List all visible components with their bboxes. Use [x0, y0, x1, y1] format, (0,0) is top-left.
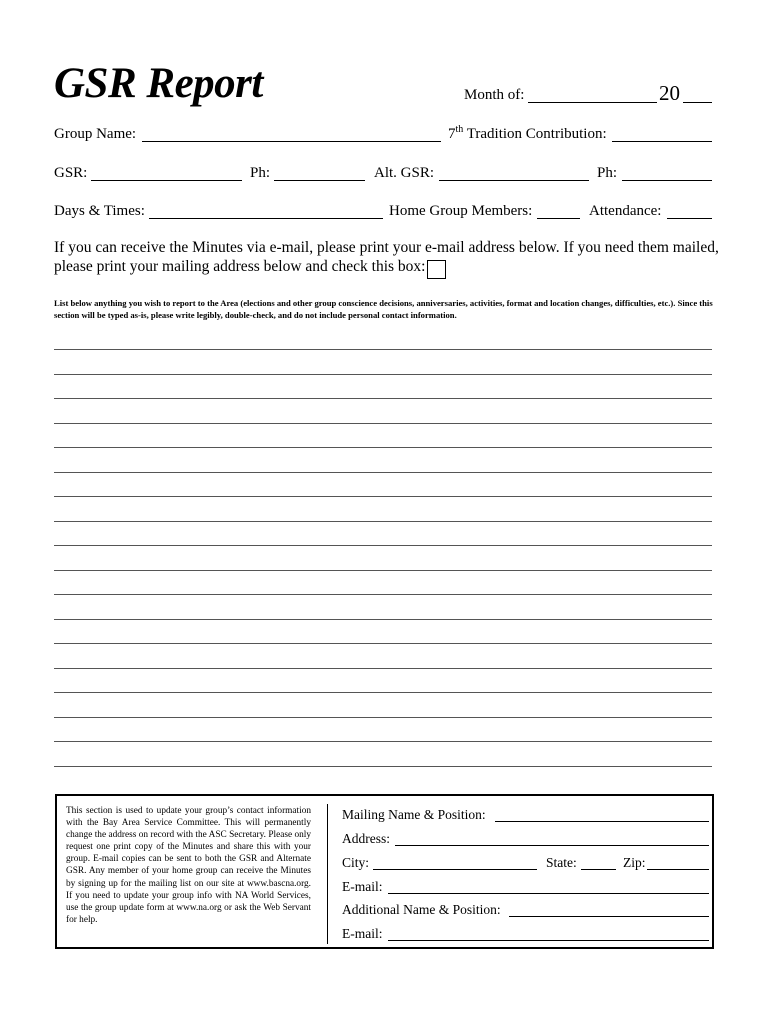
email-field[interactable]	[388, 893, 709, 894]
writing-line[interactable]	[54, 619, 712, 620]
mailing-name-field[interactable]	[495, 821, 709, 822]
writing-line[interactable]	[54, 570, 712, 571]
mail-minutes-checkbox[interactable]	[427, 260, 446, 279]
attendance-field[interactable]	[667, 218, 712, 219]
contact-update-section	[55, 794, 714, 949]
tradition-contribution-field[interactable]	[612, 141, 712, 142]
group-name-label: Group Name:	[54, 126, 137, 142]
home-group-members-label: Home Group Members:	[389, 203, 533, 219]
writing-line[interactable]	[54, 741, 712, 742]
alt-gsr-phone-field[interactable]	[622, 180, 712, 181]
month-label: Month of:	[464, 87, 525, 103]
attendance-label: Attendance:	[589, 203, 662, 219]
group-name-field[interactable]	[142, 141, 441, 142]
section-divider	[327, 804, 328, 944]
writing-line[interactable]	[54, 692, 712, 693]
writing-line[interactable]	[54, 447, 712, 448]
alt-gsr-label: Alt. GSR:	[374, 165, 435, 181]
home-group-members-field[interactable]	[537, 218, 580, 219]
state-field[interactable]	[581, 869, 616, 870]
zip-label: Zip:	[623, 855, 646, 870]
writing-line[interactable]	[54, 423, 712, 424]
report-instructions: List below anything you wish to report to the Area (elections and other group conscience decisions, anniversaries, activities, format and location changes, difficulties, etc.). Since this section will be typed as-is, please write legibly, double-check, and do not include personal contact information.	[54, 298, 713, 320]
additional-name-field[interactable]	[509, 916, 709, 917]
gsr-field[interactable]	[91, 180, 242, 181]
writing-line[interactable]	[54, 643, 712, 644]
year-field[interactable]	[683, 102, 712, 103]
additional-name-label: Additional Name & Position:	[342, 902, 501, 917]
writing-line[interactable]	[54, 545, 712, 546]
email2-field[interactable]	[388, 940, 709, 941]
address-field[interactable]	[395, 845, 709, 846]
writing-line[interactable]	[54, 594, 712, 595]
writing-line[interactable]	[54, 349, 712, 350]
year-prefix: 20	[659, 81, 680, 105]
mailing-name-label: Mailing Name & Position:	[342, 807, 486, 822]
tradition-contribution-label: 7th Tradition Contribution:	[448, 124, 607, 142]
city-label: City:	[342, 855, 370, 870]
minutes-request-text: If you can receive the Minutes via e-mail, please print your e-mail address below. If you need them mailed, please print your mailing address below and check this box:	[54, 239, 719, 275]
writing-line[interactable]	[54, 496, 712, 497]
email2-label: E-mail:	[342, 926, 383, 941]
contact-update-note: This section is used to update your group’s contact information with the Bay Area Service Committee. This will permanently change the address on record with the ASC Secretary. Please only request one print copy of the Minutes and share this with your group. E-mail copies can be sent to both the GSR and Alternate GSR. Any member of your home group can receive the Minutes by signing up for the mailing list on our site at www.bascna.org. If you need to update your group info with NA World Services, use the group update form at www.na.org or ask the Web Servant for help.	[66, 806, 311, 925]
writing-line[interactable]	[54, 374, 712, 375]
writing-line[interactable]	[54, 472, 712, 473]
writing-line[interactable]	[54, 766, 712, 767]
email-label: E-mail:	[342, 879, 383, 894]
writing-line[interactable]	[54, 717, 712, 718]
alt-gsr-field[interactable]	[439, 180, 589, 181]
zip-field[interactable]	[647, 869, 709, 870]
address-label: Address:	[342, 831, 390, 846]
writing-line[interactable]	[54, 521, 712, 522]
form-title: GSR Report	[54, 60, 263, 107]
days-times-field[interactable]	[149, 218, 383, 219]
writing-line[interactable]	[54, 668, 712, 669]
city-field[interactable]	[373, 869, 537, 870]
state-label: State:	[546, 855, 577, 870]
gsr-phone-field[interactable]	[274, 180, 365, 181]
gsr-label: GSR:	[54, 165, 88, 181]
writing-line[interactable]	[54, 398, 712, 399]
month-field[interactable]	[528, 102, 657, 103]
alt-gsr-phone-label: Ph:	[597, 165, 618, 181]
days-times-label: Days & Times:	[54, 203, 145, 219]
gsr-phone-label: Ph:	[250, 165, 271, 181]
